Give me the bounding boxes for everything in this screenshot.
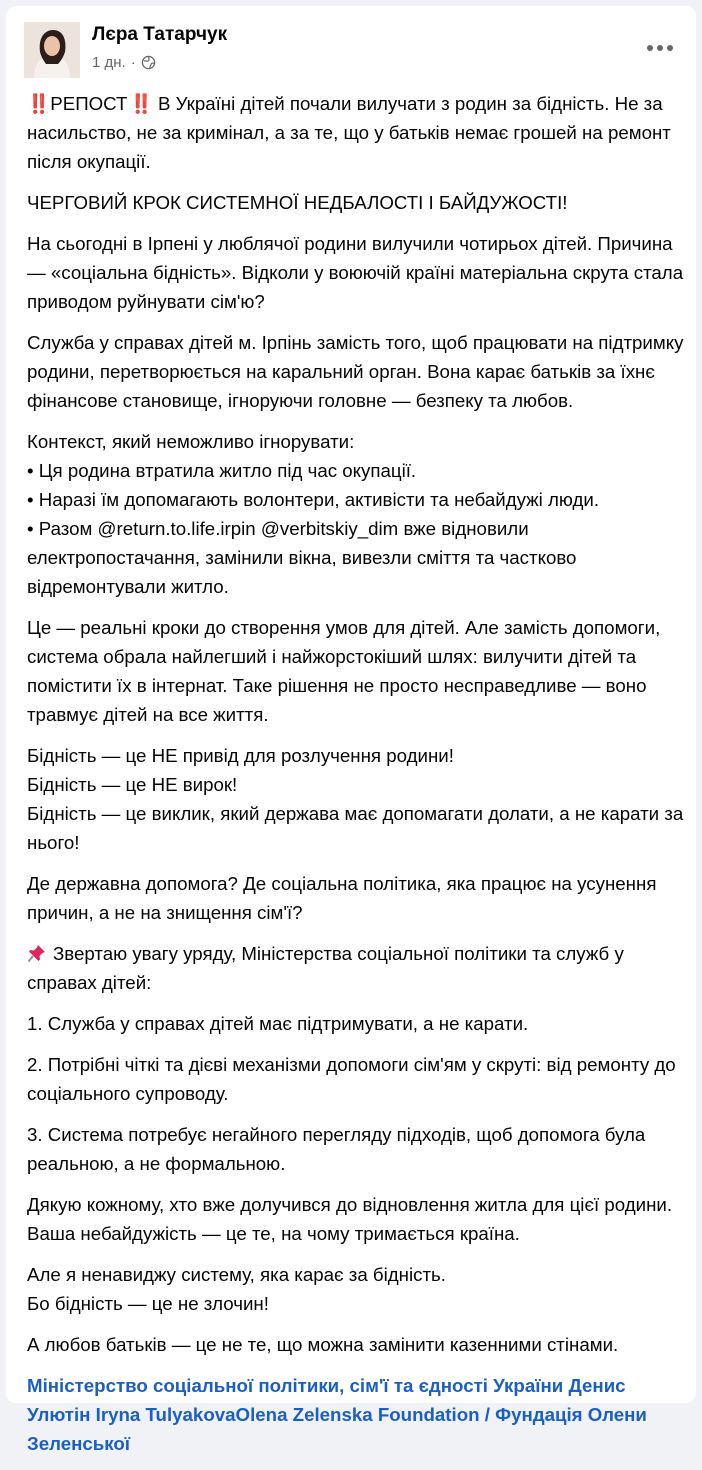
meta-separator: · [130,54,136,71]
poverty-line-2: Бідність — це НЕ вирок! [27,774,238,795]
paragraph-4: Служба у справах дітей м. Ірпінь замість того, щоб працювати на підтримку родини, перетворюється на каральний орган. Вона карає батьків за їхнє фінансове становище, ігноруючи головне — безпеку та любов. [27,332,684,411]
repost-word: РЕПОСТ [50,93,128,114]
pushpin-icon [27,943,47,963]
hate-line-1: Але я ненавиджу систему, яка карає за бідність. [27,1264,446,1285]
context-bullet-2: • Наразі їм допомагають волонтери, активісти та небайдужі люди. [27,489,600,510]
avatar[interactable] [24,22,80,78]
intro-text: В Україні дітей почали вилучати з родин за бідність. Не за насильство, не за кримінал, а за те, що у батьків немає грошей на ремонт після окупації. [27,93,671,172]
paragraph-context [27,427,687,601]
paragraph-6: Це — реальні кроки до створення умов для дітей. Але замість допомоги, система обрала найлегший і найжорстокіший шлях: вилучити дітей та помістити їх в інтернат. Таке рішення не просто несправедливе — воно травмує дітей на все життя. [27,617,661,725]
tag-ministry-link[interactable]: Міністерство соціальної політики, сім'ї та єдності України [27,1375,564,1396]
post-text [27,89,687,1470]
tag-foundation-link[interactable]: Olena Zelenska Foundation / Фундація Олени Зеленської [27,1404,647,1454]
paragraph-thanks: Дякую кожному, хто вже долучився до відновлення житла для цієї родини. Ваша небайдужість — це те, на чому тримається країна. [27,1194,673,1244]
avatar-image [24,22,80,78]
author-name[interactable]: Лєра Татарчук [92,24,228,45]
context-bullet-1: • Ця родина втратила житло під час окупації. [27,460,417,481]
post-meta [92,54,156,71]
paragraph-8: Де державна допомога? Де соціальна політика, яка працює на усунення причин, а не на знищення сім'ї? [27,873,657,923]
paragraph-intro [27,89,687,176]
paragraph-3: На сьогодні в Ірпені у люблячої родини вилучили чотирьох дітей. Причина — «соціальна бідність». Відколи у воюючій країні матеріальна скрута стала приводом руйнувати сім'ю? [27,233,684,312]
more-options-button[interactable] [642,36,678,60]
tag-iryna-link[interactable]: Iryna Tulyakova [95,1404,236,1425]
post-header [6,6,696,84]
paragraph-2: ЧЕРГОВИЙ КРОК СИСТЕМНОЇ НЕДБАЛОСТІ І БАЙДУЖОСТІ! [27,192,568,213]
globe-icon [141,55,156,70]
context-bullet-3: • Разом @return.to.life.irpin @verbitskiy_dim вже відновили електропостачання, замінили вікна, вивезли сміття та частково відремонтували житло. [27,518,577,597]
tag-denys-link[interactable]: Денис Улютін [27,1375,626,1425]
point-2: 2. Потрібні чіткі та дієві механізми допомоги сім'ям у скруті: від ремонту до соціального супроводу. [27,1054,676,1104]
paragraph-poverty [27,741,687,857]
post-time[interactable]: 1 дн. [92,54,126,71]
double-exclamation-icon: ‼️ [27,93,47,114]
context-heading: Контекст, який неможливо ігнорувати: [27,431,355,452]
post-card [6,6,696,1454]
more-dot [667,45,673,51]
more-dot [657,45,663,51]
poverty-line-3: Бідність — це виклик, який держава має допомагати долати, а не карати за нього! [27,803,684,853]
paragraph-hate [27,1260,687,1318]
paragraph-love: А любов батьків — це не те, що можна замінити казенними стінами. [27,1334,619,1355]
point-1: 1. Служба у справах дітей має підтримувати, а не карати. [27,1013,529,1034]
point-3: 3. Система потребує негайного перегляду підходів, щоб допомога була реальною, а не формальною. [27,1124,646,1174]
hate-line-2: Бо бідність — це не злочин! [27,1293,269,1314]
appeal-text: Звертаю увагу уряду, Міністерства соціальної політики та служб у справах дітей: [27,943,624,993]
poverty-line-1: Бідність — це НЕ привід для розлучення родини! [27,745,454,766]
tagged-accounts [27,1371,687,1458]
more-horizontal-icon [647,45,653,51]
paragraph-appeal [27,939,687,997]
double-exclamation-icon: ‼️ [129,93,149,114]
